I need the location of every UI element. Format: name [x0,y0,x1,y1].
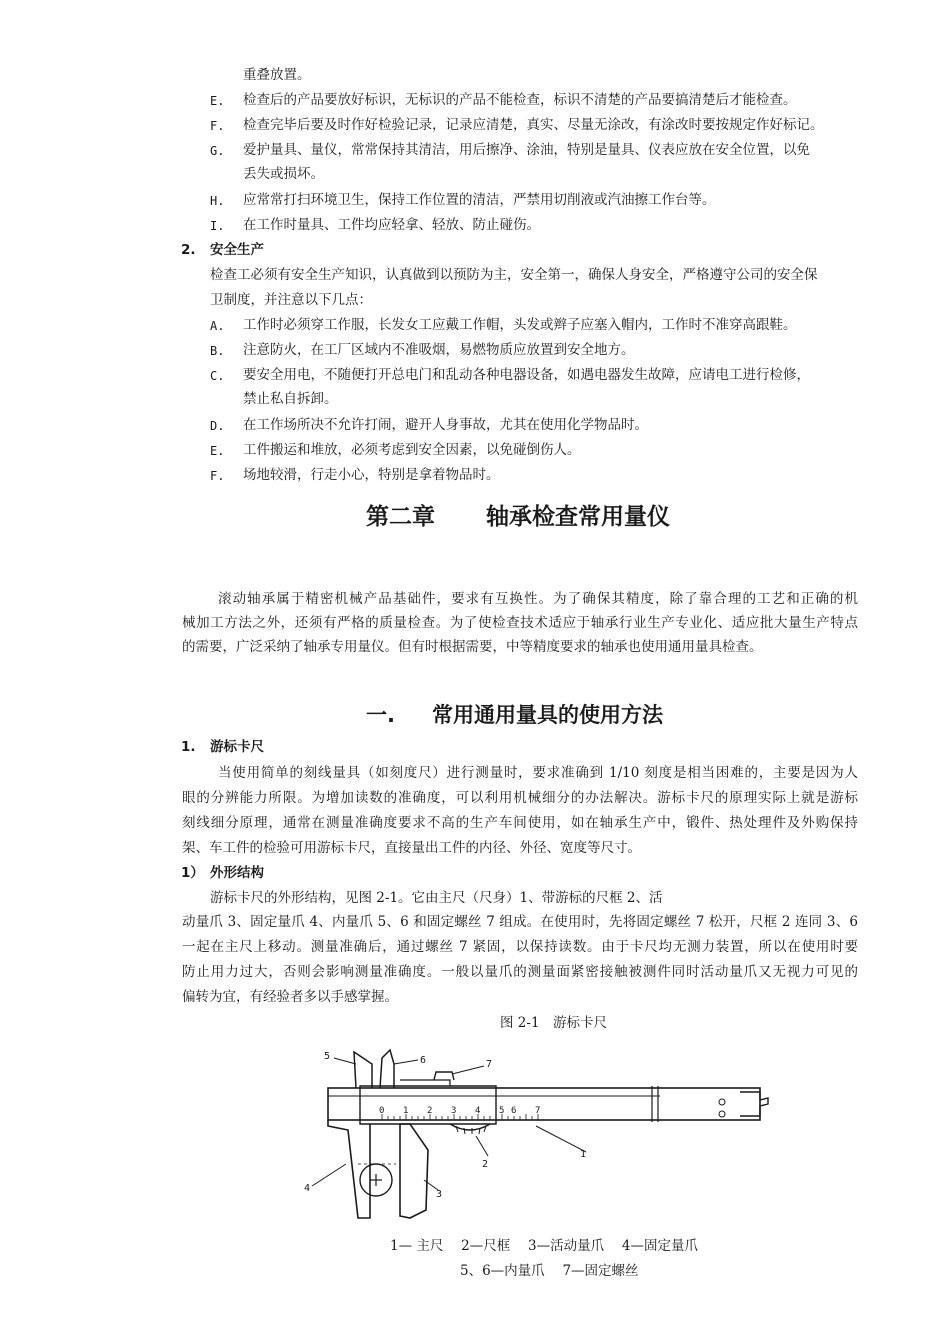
list-letter: F. [210,119,225,133]
list-item: 工作时必须穿工作服，长发女工应戴工作帽，头发或辫子应塞入帽内，工作时不准穿高跟鞋。 [243,317,797,333]
subsection-number: 1. [181,739,196,755]
paragraph-line: 偏转为宜，有经验者多以手感掌握。 [182,989,398,1005]
callout-label: 6 [420,1055,427,1066]
callout-label: 2 [482,1159,489,1170]
section-number: 2. [181,242,196,258]
list-letter: G. [210,144,225,158]
paragraph-line: 刻线细分原理，通常在测量准确度要求不高的生产车间使用，如在轴承生产中，锻件、热处理件及外购保持 [182,815,858,831]
callout-label: 3 [436,1189,443,1200]
chapter-title: 轴承检查常用量仪 [486,504,670,530]
section-title: 安全生产 [210,242,264,258]
paragraph-line: 眼的分辨能力所限。为增加读数的准确度，可以利用机械细分的办法解决。游标卡尺的原理实际上就是游标 [182,790,858,806]
list-item: 爱护量具、量仪，常常保持其清洁，用后擦净、涂油，特别是量具、仪表应放在安全位置，以免 [243,142,810,158]
list-item: 场地较滑，行走小心，特别是拿着物品时。 [243,467,500,483]
paragraph-line: 滚动轴承属于精密机械产品基础件，要求有互换性。为了确保其精度，除了靠合理的工艺和正确的机 [218,591,858,607]
list-item-cont: 丢失或损坏。 [243,166,324,182]
list-letter: C. [210,369,225,383]
paragraph-line: 防止用力过大，否则会影响测量准确度。一般以量爪的测量面紧密接触被测件同时活动量爪又无视力可见的 [182,964,858,980]
subsection-title: 游标卡尺 [210,739,264,755]
vernier-caliper-drawing-icon [300,1040,780,1230]
list-letter: E. [210,94,225,108]
scale-number: 1 [403,1106,409,1116]
list-item: 应常常打扫环境卫生，保持工作位置的清洁，严禁用切削液或汽油擦工作台等。 [243,192,716,208]
scale-number: 6 [511,1106,517,1116]
scale-number: 3 [451,1106,457,1116]
list-letter: F. [210,469,225,483]
scale-number: 7 [535,1106,541,1116]
list-item: 在工作场所决不允许打闹，避开人身事故，尤其在使用化学物品时。 [243,417,648,433]
paragraph-line: 一起在主尺上移动。测量准确后，通过螺丝 7 紧固，以保持读数。由于卡尺均无测力装置，所以在使用时要 [182,939,858,955]
figure-legend-line: 1— 主尺 2—尺框 3—活动量爪 4—固定量爪 [390,1238,699,1254]
list-letter: E. [210,444,225,458]
subsection-number: 1） [181,865,204,881]
scale-number: 2 [427,1106,433,1116]
figure-legend-line: 5、6—内量爪 7—固定螺丝 [460,1263,639,1279]
paragraph-line: 检查工必须有安全生产知识，认真做到以预防为主，安全第一，确保人身安全，严格遵守公司的安全保 [210,267,818,283]
list-letter: I. [210,219,225,233]
paragraph-line: 当使用简单的刻线量具（如刻度尺）进行测量时，要求准确到 1/10 刻度是相当困难的，主要是因为人 [218,765,858,781]
list-item: 检查后的产品要放好标识，无标识的产品不能检查，标识不清楚的产品要搞清楚后才能检查。 [243,92,797,108]
callout-label: 4 [304,1183,311,1194]
paragraph-line: 架、车工件的检验可用游标卡尺，直接量出工件的内径、外径、宽度等尺寸。 [182,840,641,856]
scale-number: 0 [379,1106,385,1116]
list-item: 工件搬运和堆放，必须考虑到安全因素，以免碰倒伤人。 [243,442,581,458]
scale-number: 4 [475,1106,481,1116]
chapter-number: 第二章 [366,504,435,530]
list-item: 注意防火，在工厂区域内不准吸烟，易燃物质应放置到安全地方。 [243,342,635,358]
list-item: 在工作时量具、工件均应轻拿、轻放、防止碰伤。 [243,217,540,233]
vernier-caliper-figure [300,1040,780,1230]
list-item-cont: 重叠放置。 [243,67,311,83]
paragraph-line: 械加工方法之外，还须有严格的质量检查。为了使检查技术适应于轴承行业生产专业化、适应批大量生产特点 [182,615,858,631]
list-letter: B. [210,344,225,358]
list-letter: A. [210,319,225,333]
paragraph-line: 的需要，广泛采纳了轴承专用量仪。但有时根据需要，中等精度要求的轴承也使用通用量具检查。 [182,639,763,655]
list-item: 检查完毕后要及时作好检验记录，记录应清楚，真实、尽量无涂改，有涂改时要按规定作好标记。 [243,117,824,133]
section-heading: 常用通用量具的使用方法 [432,703,663,727]
section-number: 一. [366,703,395,727]
list-item: 要安全用电，不随便打开总电门和乱动各种电器设备，如遇电器发生故障，应请电工进行检修， [243,367,810,383]
list-letter: H. [210,194,225,208]
callout-label: 5 [324,1051,331,1062]
list-letter: D. [210,419,225,433]
paragraph-line: 动量爪 3、固定量爪 4、内量爪 5、6 和固定螺丝 7 组成。在使用时，先将固定螺丝 7 松开，尺框 2 连同 3、6 [182,914,858,930]
paragraph-line: 卫制度，并注意以下几点： [210,292,372,308]
paragraph-line: 游标卡尺的外形结构，见图 2-1。它由主尺（尺身）1、带游标的尺框 2、活 [210,890,663,906]
figure-caption: 图 2-1 游标卡尺 [500,1015,608,1031]
list-item-cont: 禁止私自拆卸。 [243,391,338,407]
callout-label: 7 [486,1059,493,1070]
callout-label: 1 [580,1149,587,1160]
subsection-title: 外形结构 [210,865,264,881]
scale-number: 5 [499,1106,505,1116]
